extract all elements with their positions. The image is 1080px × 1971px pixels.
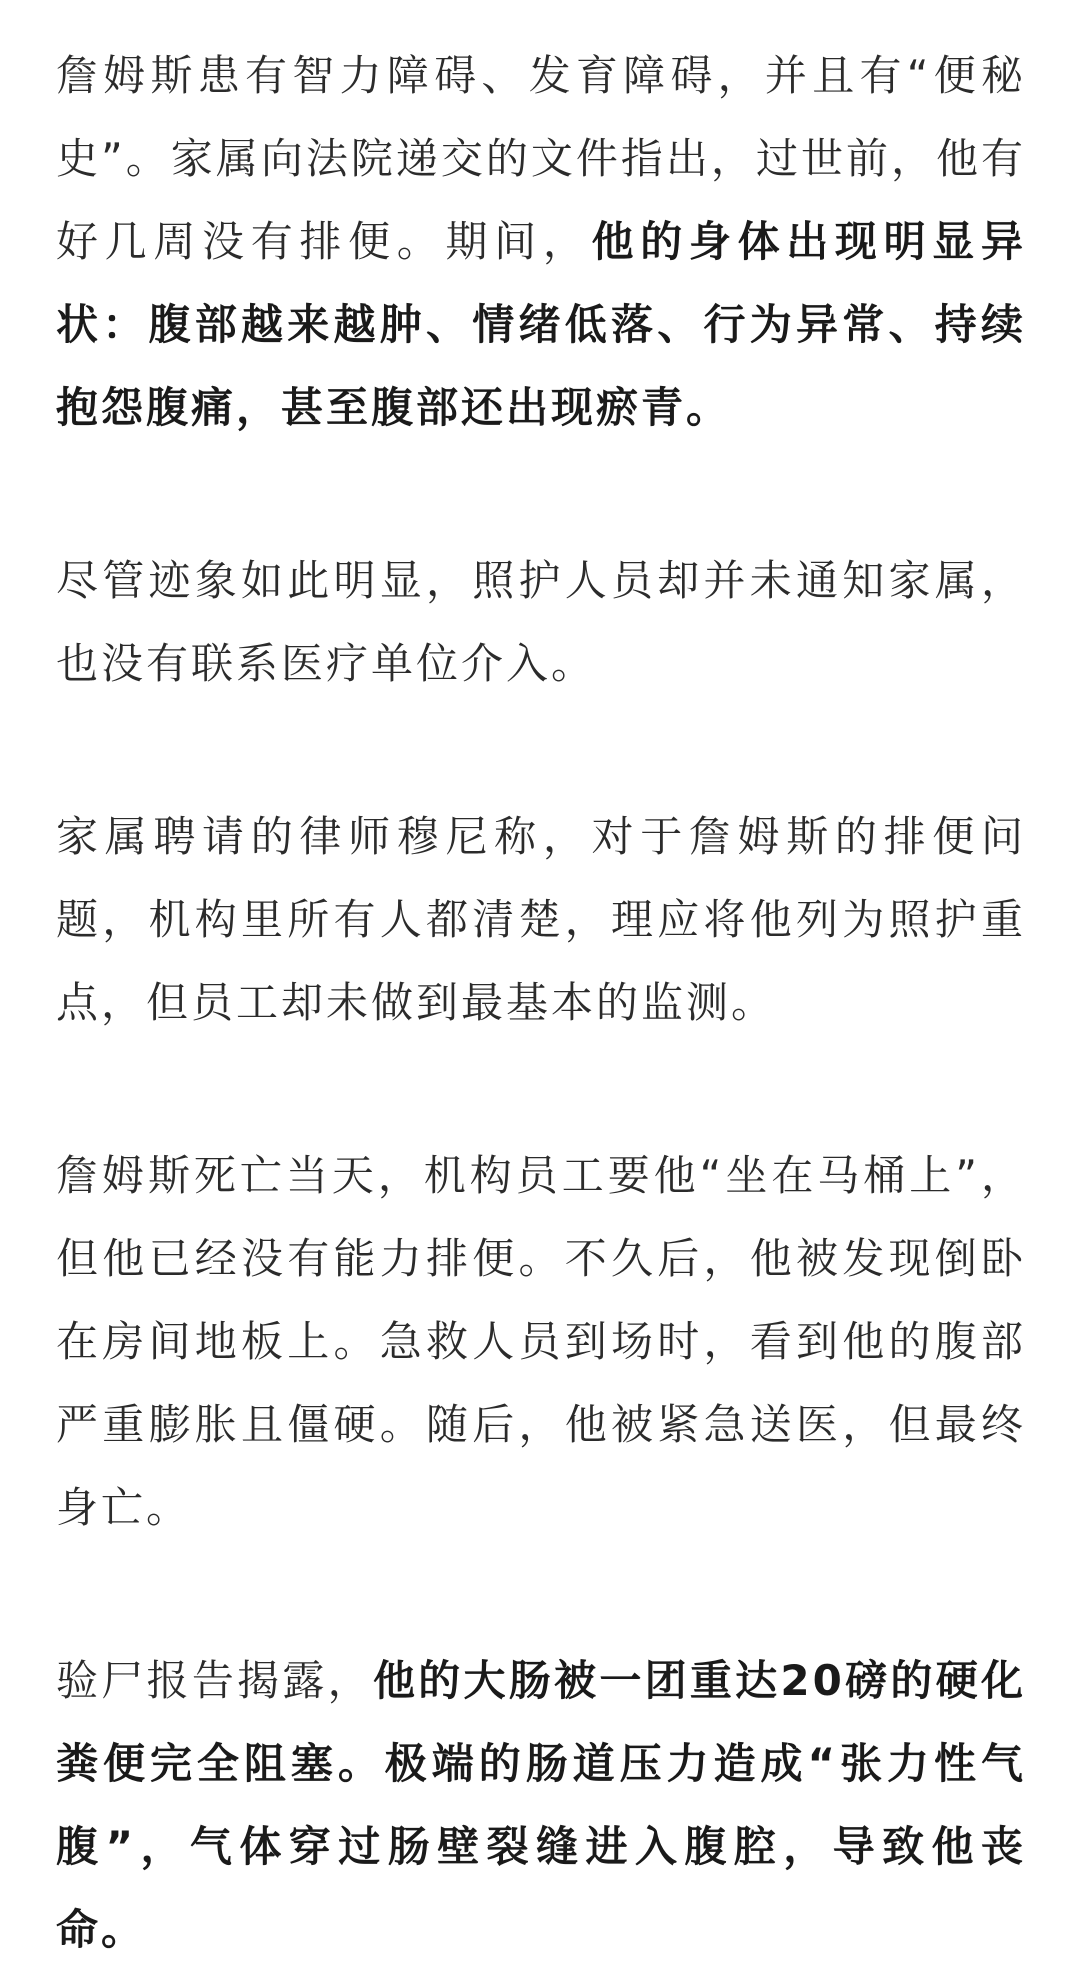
paragraph-text: 詹姆斯患有智力障碍、发育障碍，并且有“便秘史”。家属向法院递交的文件指出，过世前，他有好几周没有排便。期间，	[56, 51, 1026, 266]
paragraph-text: 詹姆斯死亡当天，机构员工要他“坐在马桶上”，但他已经没有能力排便。不久后，他被发现倒卧在房间地板上。急救人员到场时，看到他的腹部严重膨胀且僵硬。随后，他被紧急送医，但最终身亡。	[56, 1151, 1026, 1532]
paragraph-bold-text: 他的大肠被一团重达20磅的硬化粪便完全阻塞。极端的肠道压力造成“张力性气腹”，气体穿过肠壁裂缝进入腹腔，导致他丧命。	[56, 1656, 1026, 1954]
paragraph-bold-text: 他的身体出现明显异状：腹部越来越肿、情绪低落、行为异常、持续抱怨腹痛，甚至腹部还出现瘀青。	[56, 217, 1026, 432]
article-body	[56, 34, 1026, 1971]
paragraph-autopsy	[56, 1639, 1026, 1971]
paragraph-text: 验尸报告揭露，	[56, 1656, 373, 1705]
paragraph-day-of-death	[56, 1134, 1026, 1549]
paragraph-no-notification	[56, 539, 1026, 705]
paragraph-text: 尽管迹象如此明显，照护人员却并未通知家属，也没有联系医疗单位介入。	[56, 556, 1026, 688]
paragraph-text: 家属聘请的律师穆尼称，对于詹姆斯的排便问题，机构里所有人都清楚，理应将他列为照护重点，但员工却未做到最基本的监测。	[56, 812, 1026, 1027]
paragraph-symptoms	[56, 34, 1026, 449]
paragraph-lawyer-statement	[56, 795, 1026, 1044]
